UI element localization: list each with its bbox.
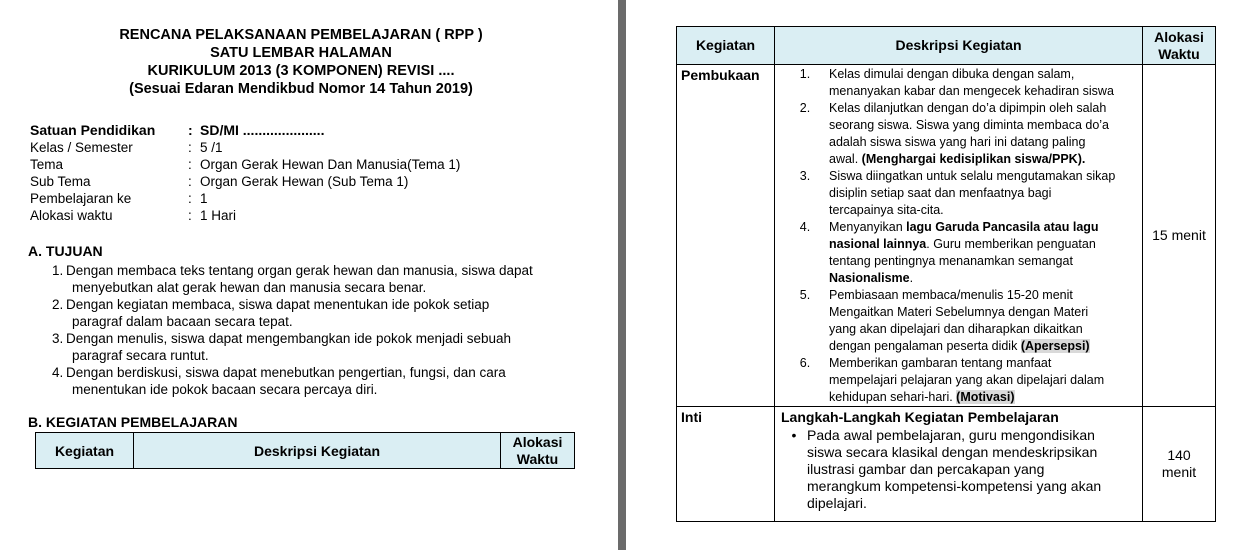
list-item: 4. Dengan berdiskusi, siswa dapat menebutkan pengertian, fungsi, dan cara menentukan ide pokok bacaan secara percaya diri. (52, 365, 506, 397)
activity-table (676, 26, 1216, 522)
column-header-deskripsi: Deskripsi Kegiatan (775, 27, 1143, 65)
column-header-alokasi: Alokasi Waktu (501, 433, 575, 469)
document-title (0, 26, 602, 98)
list-item: 3. Dengan menulis, siswa dapat mengembangkan ide pokok menjadi sebuah paragraf secara runtut. (52, 331, 512, 363)
goals-list (52, 262, 575, 398)
left-page (0, 0, 618, 550)
identity-block (30, 122, 460, 224)
alokasi-inti: 140 menit (1143, 407, 1216, 522)
title-line-3: KURIKULUM 2013 (3 KOMPONEN) REVISI .... (147, 63, 455, 79)
table-row-inti (677, 407, 1216, 522)
activity-table-header-left (35, 432, 575, 469)
alokasi-pembukaan: 15 menit (1143, 65, 1216, 407)
identity-value: 1 (200, 191, 208, 206)
identity-label: Pembelajaran ke (30, 191, 132, 206)
right-page (626, 0, 1238, 550)
identity-row-alokasi: Alokasi waktu : 1 Hari (30, 208, 237, 223)
identity-row-kelas: Kelas / Semester : 5 /1 (30, 140, 223, 155)
section-a-heading: A. TUJUAN (28, 243, 103, 259)
list-item: • Pada awal pembelajaran, guru mengondisikan siswa secara klasikal dengan mendeskripsikan ilustrasi gambar dan percakapan yang merangkum kompetensi-kompetensi yang akan dipelajari. (781, 427, 1112, 512)
bullet-icon: • (791, 427, 797, 443)
inti-description (775, 407, 1143, 522)
identity-value: 5 /1 (200, 140, 223, 155)
list-item: 2. Kelas dilanjutkan dengan do’a dipimpin oleh salah seorang siswa. Siswa yang diminta membaca do’a adalah siswa siswa yang hari ini datang paling awal. (Menghargai kedisiplikan siswa/PPK). (799, 101, 1109, 166)
list-item: 5. Pembiasaan membaca/menulis 15-20 menit Mengaitkan Materi Sebelumnya dengan Materi yang akan dipelajari dan diharapkan dikaitkan dengan pengalaman peserta didik (Apersepsi) (799, 288, 1090, 353)
identity-label: Tema (30, 157, 64, 172)
identity-row-subtema: Sub Tema : Organ Gerak Hewan (Sub Tema 1) (30, 174, 409, 189)
list-item: 1. Kelas dimulai dengan dibuka dengan salam, menanyakan kabar dan mengecek kehadiran siswa (799, 67, 1114, 98)
identity-label: Alokasi waktu (30, 208, 113, 223)
identity-label: Satuan Pendidikan (30, 122, 156, 138)
motivasi-highlight: (Motivasi) (956, 390, 1015, 404)
kegiatan-inti: Inti (677, 407, 775, 522)
inti-heading: Langkah-Langkah Kegiatan Pembelajaran (781, 409, 1059, 425)
column-header-kegiatan: Kegiatan (36, 433, 134, 469)
list-item: 2. Dengan kegiatan membaca, siswa dapat menentukan ide pokok setiap paragraf dalam bacaan secara tepat. (52, 297, 490, 329)
identity-label: Kelas / Semester (30, 140, 133, 155)
identity-row-tema: Tema : Organ Gerak Hewan Dan Manusia(Tema 1) (30, 157, 461, 172)
title-line-4: (Sesuai Edaran Mendikbud Nomor 14 Tahun 2019) (129, 81, 473, 97)
pembukaan-description (775, 65, 1143, 407)
page-divider (618, 0, 626, 550)
list-item: 4. Menyanyikan lagu Garuda Pancasila atau lagu nasional lainnya. Guru memberikan penguatan tentang pentingnya menanamkan semangat Nasionalisme. (799, 220, 1099, 285)
identity-value: SD/MI ..................... (200, 122, 325, 138)
identity-value: 1 Hari (200, 208, 237, 223)
section-b-heading: B. KEGIATAN PEMBELAJARAN (28, 414, 238, 430)
identity-value: Organ Gerak Hewan Dan Manusia(Tema 1) (200, 157, 461, 172)
identity-label: Sub Tema (30, 174, 91, 189)
identity-row-pembelajaran: Pembelajaran ke : 1 (30, 191, 208, 206)
list-item: 1. Dengan membaca teks tentang organ gerak hewan dan manusia, siswa dapat menyebutkan alat gerak hewan dan manusia secara benar. (52, 263, 533, 295)
list-item: 6. Memberikan gambaran tentang manfaat mempelajari pelajaran yang akan dipelajari dalam kehidupan sehari-hari. (Motivasi) (799, 356, 1105, 404)
title-line-1: RENCANA PELAKSANAAN PEMBELAJARAN ( RPP ) (119, 27, 483, 43)
list-item: 3. Siswa diingatkan untuk selalu mengutamakan sikap disiplin setiap saat dan menfaatnya bagi tercapainya sita-cita. (799, 169, 1116, 217)
apersepsi-highlight: (Apersepsi) (1020, 339, 1090, 353)
identity-row-satuan: Satuan Pendidikan : SD/MI ..................... (30, 122, 325, 138)
table-row-pembukaan (677, 65, 1216, 407)
column-header-deskripsi: Deskripsi Kegiatan (134, 433, 501, 469)
identity-value: Organ Gerak Hewan (Sub Tema 1) (200, 174, 409, 189)
column-header-alokasi: Alokasi Waktu (1143, 27, 1216, 65)
kegiatan-pembukaan: Pembukaan (677, 65, 775, 407)
column-header-kegiatan: Kegiatan (677, 27, 775, 65)
title-line-2: SATU LEMBAR HALAMAN (210, 45, 392, 61)
